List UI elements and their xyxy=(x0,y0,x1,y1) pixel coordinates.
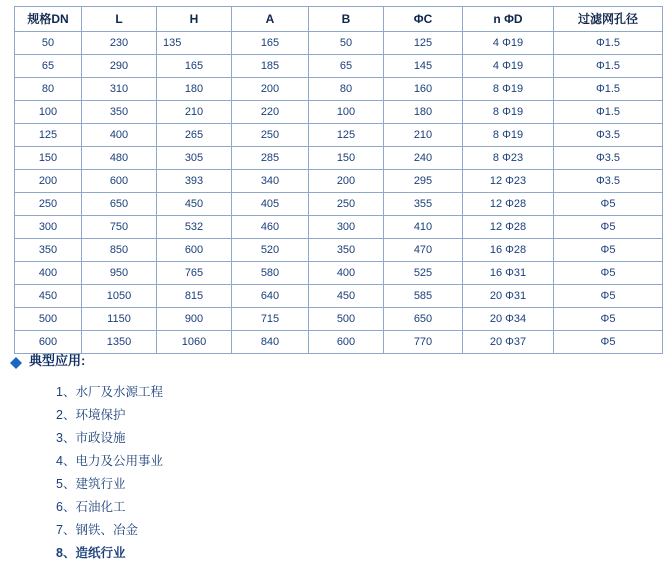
cell-nd: 12 Φ28 xyxy=(463,193,554,216)
column-header-dn: 规格DN xyxy=(15,7,82,32)
cell-h: 450 xyxy=(157,193,232,216)
table-row xyxy=(15,193,663,216)
cell-b: 300 xyxy=(309,216,384,239)
cell-c: 180 xyxy=(384,101,463,124)
cell-a: 460 xyxy=(232,216,309,239)
specification-table xyxy=(14,6,663,354)
cell-mesh: Φ1.5 xyxy=(554,101,663,124)
cell-l: 400 xyxy=(82,124,157,147)
cell-mesh: Φ5 xyxy=(554,308,663,331)
cell-a: 840 xyxy=(232,331,309,354)
column-header-c: ΦC xyxy=(384,7,463,32)
cell-a: 220 xyxy=(232,101,309,124)
cell-nd: 20 Φ37 xyxy=(463,331,554,354)
cell-nd: 8 Φ19 xyxy=(463,78,554,101)
cell-c: 650 xyxy=(384,308,463,331)
cell-b: 450 xyxy=(309,285,384,308)
table-row xyxy=(15,147,663,170)
table-row xyxy=(15,216,663,239)
diamond-bullet-icon xyxy=(10,351,22,363)
cell-mesh: Φ3.5 xyxy=(554,124,663,147)
applications-list xyxy=(10,381,650,565)
cell-dn: 65 xyxy=(15,55,82,78)
cell-l: 290 xyxy=(82,55,157,78)
cell-c: 770 xyxy=(384,331,463,354)
cell-nd: 8 Φ19 xyxy=(463,101,554,124)
cell-nd: 8 Φ23 xyxy=(463,147,554,170)
cell-c: 125 xyxy=(384,32,463,55)
cell-dn: 250 xyxy=(15,193,82,216)
cell-l: 750 xyxy=(82,216,157,239)
cell-dn: 200 xyxy=(15,170,82,193)
cell-a: 715 xyxy=(232,308,309,331)
cell-h: 1060 xyxy=(157,331,232,354)
cell-c: 145 xyxy=(384,55,463,78)
cell-mesh: Φ3.5 xyxy=(554,170,663,193)
cell-dn: 500 xyxy=(15,308,82,331)
table-header-row xyxy=(15,7,663,32)
column-header-nd: n ΦD xyxy=(463,7,554,32)
column-header-a: A xyxy=(232,7,309,32)
cell-dn: 125 xyxy=(15,124,82,147)
list-item: 6、石油化工 xyxy=(56,500,126,514)
cell-b: 250 xyxy=(309,193,384,216)
column-header-b: B xyxy=(309,7,384,32)
cell-c: 240 xyxy=(384,147,463,170)
cell-h: 900 xyxy=(157,308,232,331)
table-row xyxy=(15,262,663,285)
list-item: 2、环境保护 xyxy=(56,408,126,422)
cell-h: 265 xyxy=(157,124,232,147)
cell-b: 200 xyxy=(309,170,384,193)
cell-dn: 100 xyxy=(15,101,82,124)
cell-mesh: Φ3.5 xyxy=(554,147,663,170)
cell-h: 305 xyxy=(157,147,232,170)
cell-a: 520 xyxy=(232,239,309,262)
cell-h: 135 xyxy=(157,32,232,55)
cell-nd: 12 Φ28 xyxy=(463,216,554,239)
cell-mesh: Φ5 xyxy=(554,193,663,216)
cell-b: 150 xyxy=(309,147,384,170)
list-item: 8、造纸行业 xyxy=(56,546,126,560)
cell-mesh: Φ1.5 xyxy=(554,55,663,78)
cell-c: 525 xyxy=(384,262,463,285)
cell-nd: 16 Φ28 xyxy=(463,239,554,262)
cell-l: 1350 xyxy=(82,331,157,354)
table-row xyxy=(15,285,663,308)
cell-a: 285 xyxy=(232,147,309,170)
cell-nd: 20 Φ34 xyxy=(463,308,554,331)
cell-a: 250 xyxy=(232,124,309,147)
section-heading xyxy=(10,350,650,369)
list-item: 3、市政设施 xyxy=(56,431,126,445)
cell-dn: 50 xyxy=(15,32,82,55)
cell-l: 310 xyxy=(82,78,157,101)
cell-c: 355 xyxy=(384,193,463,216)
cell-c: 585 xyxy=(384,285,463,308)
cell-nd: 8 Φ19 xyxy=(463,124,554,147)
cell-h: 600 xyxy=(157,239,232,262)
cell-dn: 80 xyxy=(15,78,82,101)
cell-b: 50 xyxy=(309,32,384,55)
cell-mesh: Φ5 xyxy=(554,262,663,285)
cell-dn: 400 xyxy=(15,262,82,285)
table-header xyxy=(15,7,663,32)
cell-nd: 4 Φ19 xyxy=(463,32,554,55)
list-item: 1、水厂及水源工程 xyxy=(56,385,163,399)
table-row xyxy=(15,101,663,124)
cell-l: 350 xyxy=(82,101,157,124)
cell-dn: 300 xyxy=(15,216,82,239)
cell-mesh: Φ5 xyxy=(554,239,663,262)
table-row xyxy=(15,124,663,147)
cell-b: 400 xyxy=(309,262,384,285)
list-item: 7、钢铁、冶金 xyxy=(56,523,138,537)
table-row xyxy=(15,55,663,78)
cell-b: 80 xyxy=(309,78,384,101)
cell-c: 410 xyxy=(384,216,463,239)
cell-a: 640 xyxy=(232,285,309,308)
cell-b: 350 xyxy=(309,239,384,262)
cell-l: 480 xyxy=(82,147,157,170)
cell-c: 210 xyxy=(384,124,463,147)
cell-l: 1050 xyxy=(82,285,157,308)
cell-a: 405 xyxy=(232,193,309,216)
cell-nd: 4 Φ19 xyxy=(463,55,554,78)
cell-mesh: Φ5 xyxy=(554,285,663,308)
cell-b: 100 xyxy=(309,101,384,124)
table-row xyxy=(15,170,663,193)
cell-l: 950 xyxy=(82,262,157,285)
cell-mesh: Φ5 xyxy=(554,216,663,239)
cell-a: 185 xyxy=(232,55,309,78)
cell-l: 650 xyxy=(82,193,157,216)
column-header-l: L xyxy=(82,7,157,32)
cell-dn: 450 xyxy=(15,285,82,308)
table-body xyxy=(15,32,663,354)
cell-mesh: Φ1.5 xyxy=(554,32,663,55)
cell-dn: 350 xyxy=(15,239,82,262)
cell-mesh: Φ1.5 xyxy=(554,78,663,101)
cell-b: 500 xyxy=(309,308,384,331)
list-item: 5、建筑行业 xyxy=(56,477,126,491)
list-item: 4、电力及公用事业 xyxy=(56,454,163,468)
cell-nd: 20 Φ31 xyxy=(463,285,554,308)
cell-h: 532 xyxy=(157,216,232,239)
cell-dn: 600 xyxy=(15,331,82,354)
section-title-text: 典型应用: xyxy=(29,353,86,368)
cell-c: 295 xyxy=(384,170,463,193)
cell-mesh: Φ5 xyxy=(554,331,663,354)
cell-a: 165 xyxy=(232,32,309,55)
cell-dn: 150 xyxy=(15,147,82,170)
cell-b: 125 xyxy=(309,124,384,147)
cell-l: 850 xyxy=(82,239,157,262)
cell-a: 340 xyxy=(232,170,309,193)
cell-c: 160 xyxy=(384,78,463,101)
cell-a: 200 xyxy=(232,78,309,101)
cell-l: 230 xyxy=(82,32,157,55)
cell-h: 165 xyxy=(157,55,232,78)
cell-b: 65 xyxy=(309,55,384,78)
cell-l: 600 xyxy=(82,170,157,193)
cell-h: 765 xyxy=(157,262,232,285)
table-row xyxy=(15,239,663,262)
cell-h: 180 xyxy=(157,78,232,101)
cell-nd: 12 Φ23 xyxy=(463,170,554,193)
cell-c: 470 xyxy=(384,239,463,262)
cell-l: 1150 xyxy=(82,308,157,331)
cell-h: 815 xyxy=(157,285,232,308)
column-header-h: H xyxy=(157,7,232,32)
cell-b: 600 xyxy=(309,331,384,354)
table-row xyxy=(15,32,663,55)
table-row xyxy=(15,308,663,331)
cell-a: 580 xyxy=(232,262,309,285)
column-header-mesh: 过滤网孔径 xyxy=(554,7,663,32)
cell-nd: 16 Φ31 xyxy=(463,262,554,285)
cell-h: 393 xyxy=(157,170,232,193)
cell-h: 210 xyxy=(157,101,232,124)
typical-applications-section xyxy=(10,350,650,565)
table-row xyxy=(15,78,663,101)
